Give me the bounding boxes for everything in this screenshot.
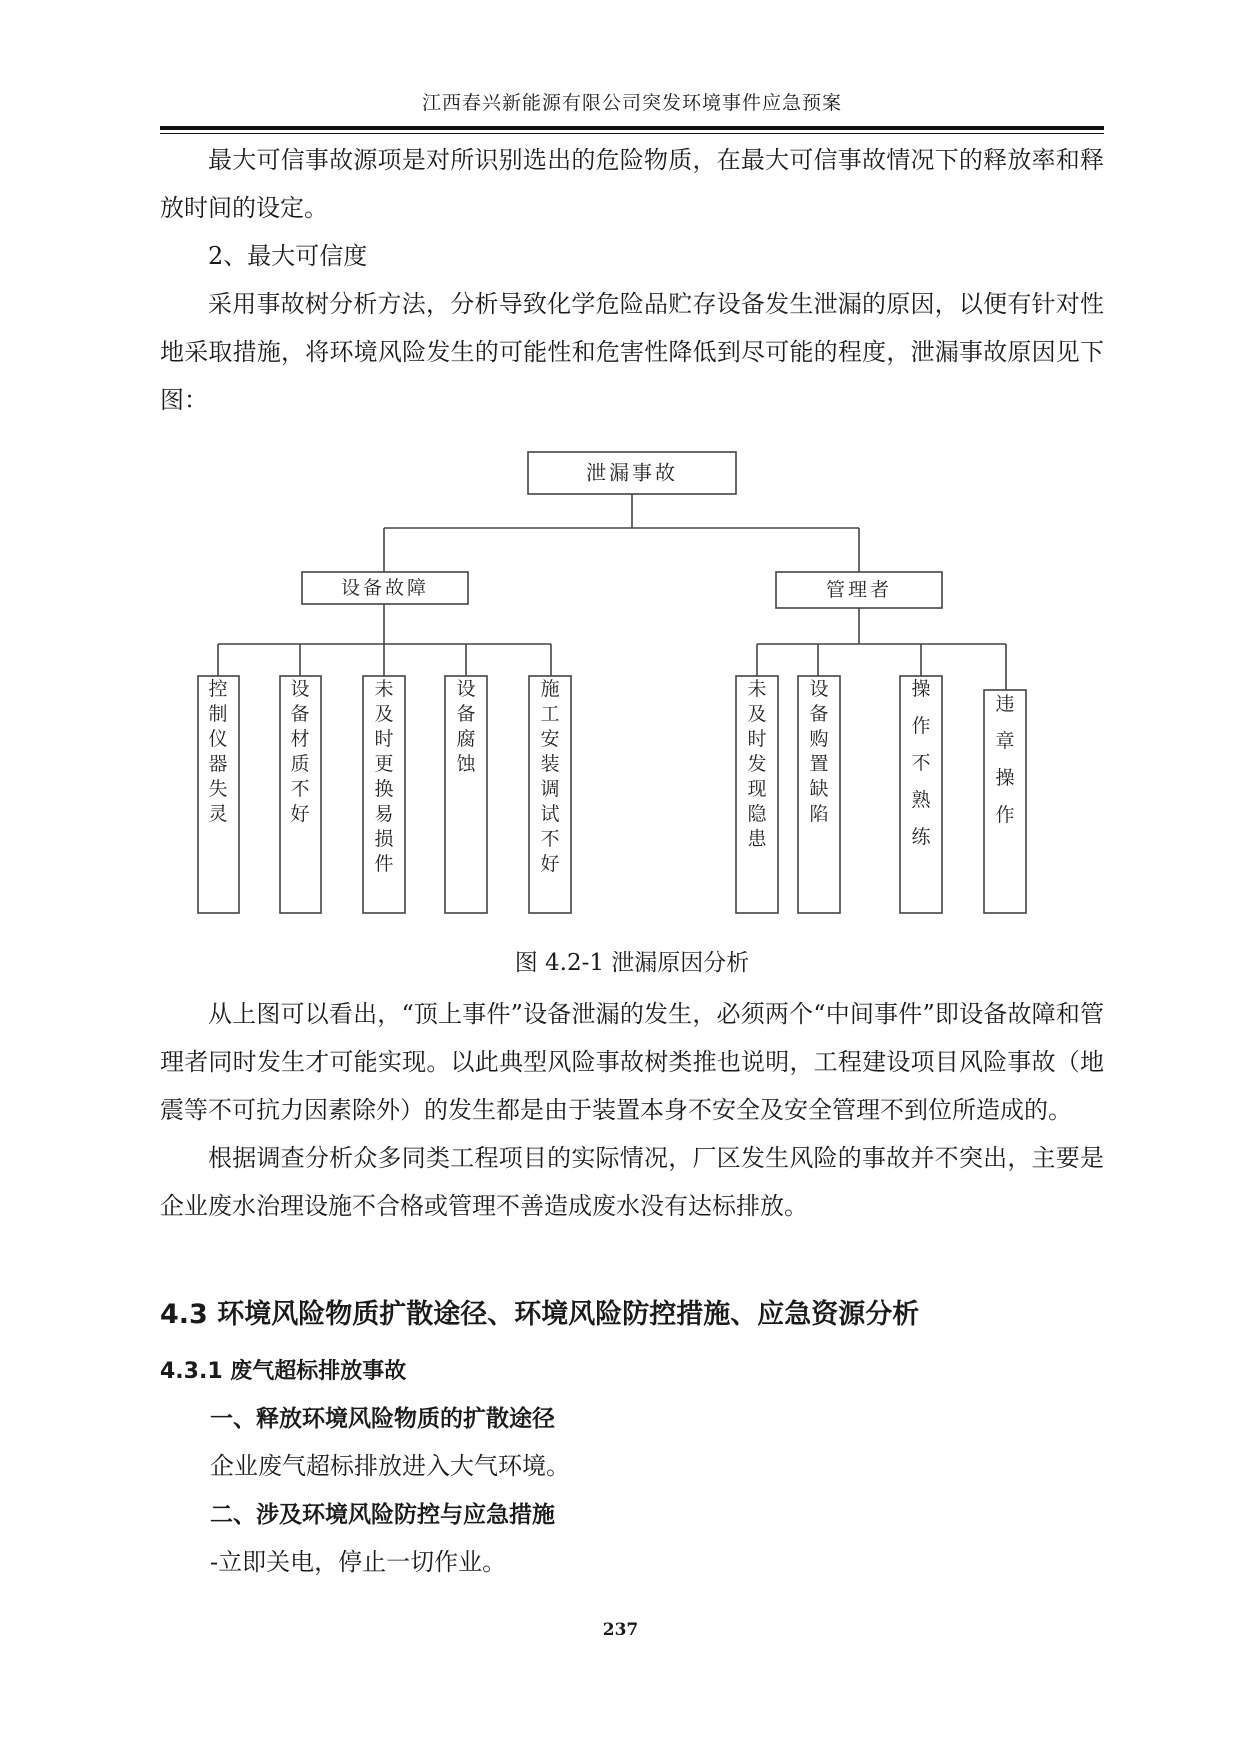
subheading-credibility: 2、最大可信度: [208, 242, 368, 270]
page-number: 237: [602, 1620, 639, 1640]
leaf-label: 控制仪器失灵: [208, 678, 228, 825]
text-diffusion-path: 企业废气超标排放进入大气环境。: [210, 1452, 570, 1480]
leaf-label: 设备材质不好: [290, 678, 310, 825]
leaf-label: 施工安装调试不好: [540, 678, 560, 875]
paragraph-method: 采用事故树分析方法，分析导致化学危险品贮存设备发生泄漏的原因，以便有针对性地采取措施，将环境风险发生的可能性和危害性降低到尽可能的程度，泄漏事故原因见下图：: [160, 290, 1104, 414]
paragraph-analysis: 从上图可以看出，“顶上事件”设备泄漏的发生，必须两个“中间事件”即设备故障和管理者同时发生才可能实现。以此典型风险事故树类推也说明，工程建设项目风险事故（地震等不可抗力因素除外）的发生都是由于装置本身不安全及安全管理不到位所造成的。: [160, 1000, 1104, 1124]
heading-response-measures: 二、涉及环境风险防控与应急措施: [210, 1502, 555, 1528]
analysis-section: [160, 990, 1104, 1230]
leaf-label: 设备购置缺陷: [809, 678, 829, 825]
root-event-label: 泄漏事故: [586, 460, 678, 485]
leaf-label: 未及时更换易损件: [374, 678, 394, 875]
leaf-box: [984, 690, 1026, 913]
paragraph-definition: 最大可信事故源项是对所识别选出的危险物质，在最大可信事故情况下的释放率和释放时间的设定。: [160, 146, 1104, 222]
heading-diffusion-path: 一、释放环境风险物质的扩散途径: [210, 1406, 555, 1432]
leaf-label: 操作不熟练: [911, 678, 931, 848]
text-response-measures: -立即关电，停止一切作业。: [210, 1548, 507, 1576]
document-header: 江西春兴新能源有限公司突发环境事件应急预案: [421, 92, 842, 114]
section-heading: 4.3 环境风险物质扩散途径、环境风险防控措施、应急资源分析: [160, 1299, 920, 1330]
leaf-labels: [208, 678, 1014, 875]
leaf-label: 未及时发现隐患: [747, 678, 767, 850]
subsection-heading: 4.3.1 废气超标排放事故: [160, 1359, 407, 1384]
paragraph-conclusion: 根据调查分析众多同类工程项目的实际情况，厂区发生风险的事故并不突出，主要是企业废水治理设施不合格或管理不善造成废水没有达标排放。: [160, 1144, 1104, 1220]
leaf-label: 违章操作: [995, 693, 1015, 826]
leaf-label: 设备腐蚀: [456, 678, 476, 775]
figure-caption: 图 4.2-1 泄漏原因分析: [514, 950, 750, 976]
intermediate-label-equipment: 设备故障: [340, 577, 430, 599]
intermediate-label-manager: 管理者: [825, 579, 893, 601]
